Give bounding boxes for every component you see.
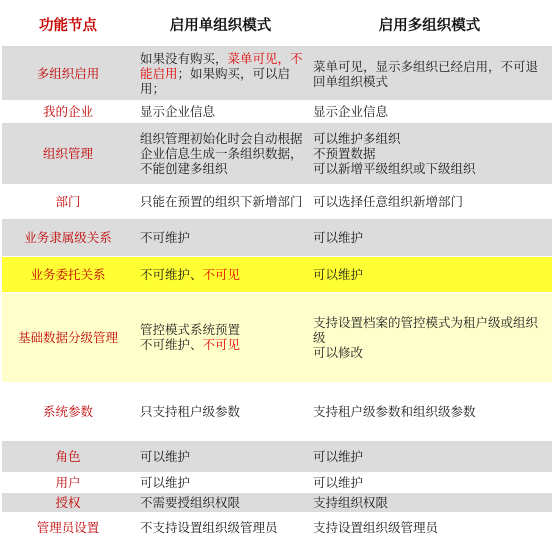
multi-mode-cell: 支持设置组织级管理员 bbox=[307, 512, 552, 542]
table-header bbox=[2, 6, 552, 47]
highlight-text: 不可见 bbox=[202, 266, 241, 282]
header-feature-node: 功能节点 bbox=[2, 6, 134, 47]
cell-line: 支持设置档案的管控模式为租户级或组织级 bbox=[313, 314, 539, 345]
multi-mode-cell: 可以选择任意组织新增部门 bbox=[307, 184, 552, 218]
table-row bbox=[2, 256, 552, 292]
table-row bbox=[2, 512, 552, 542]
feature-cell: 基础数据分级管理 bbox=[2, 292, 134, 382]
cell-line: 可以新增平级组织或下级组织 bbox=[313, 160, 476, 176]
table-row bbox=[2, 122, 552, 184]
single-mode-cell: 显示企业信息 bbox=[134, 100, 307, 122]
single-mode-cell: 不支持设置组织级管理员 bbox=[134, 512, 307, 542]
comparison-table-container bbox=[2, 6, 552, 542]
single-mode-cell: 可以维护 bbox=[134, 440, 307, 472]
multi-mode-cell bbox=[307, 292, 552, 382]
feature-cell: 授权 bbox=[2, 492, 134, 512]
feature-cell: 部门 bbox=[2, 184, 134, 218]
table-row bbox=[2, 440, 552, 472]
cell-text: ；如果购买，可以启用； bbox=[140, 66, 291, 97]
cell-line: 可以修改 bbox=[313, 344, 364, 360]
single-mode-cell: 只支持租户级参数 bbox=[134, 382, 307, 440]
feature-cell: 管理员设置 bbox=[2, 512, 134, 542]
feature-cell: 系统参数 bbox=[2, 382, 134, 440]
multi-mode-cell: 支持租户级参数和组织级参数 bbox=[307, 382, 552, 440]
single-mode-cell: 组织管理初始化时会自动根据企业信息生成一条组织数据，不能创建多组织 bbox=[134, 122, 307, 184]
cell-text: 不可维护、 bbox=[140, 337, 203, 352]
multi-mode-cell: 支持组织权限 bbox=[307, 492, 552, 512]
cell-text: 如果没有购买， bbox=[140, 51, 228, 67]
table-row bbox=[2, 218, 552, 256]
multi-mode-cell: 菜单可见，显示多组织已经启用，不可退回单组织模式 bbox=[307, 47, 552, 100]
cell-line: 管控模式系统预置 bbox=[140, 322, 241, 337]
table-row bbox=[2, 382, 552, 440]
cell-line: 可以维护多组织 bbox=[313, 130, 401, 146]
single-mode-cell: 不可维护 bbox=[134, 218, 307, 256]
single-mode-cell bbox=[134, 47, 307, 100]
header-single-org-mode: 启用单组织模式 bbox=[134, 6, 307, 47]
cell-text: 不可维护、 bbox=[140, 266, 203, 282]
single-mode-cell: 可以维护 bbox=[134, 472, 307, 492]
single-mode-cell bbox=[134, 256, 307, 292]
feature-cell: 组织管理 bbox=[2, 122, 134, 184]
table-row bbox=[2, 292, 552, 382]
table-body bbox=[2, 47, 552, 542]
header-multi-org-mode: 启用多组织模式 bbox=[307, 6, 552, 47]
feature-cell: 角色 bbox=[2, 440, 134, 472]
mode-comparison-table bbox=[2, 6, 552, 542]
table-row bbox=[2, 100, 552, 122]
multi-mode-cell: 显示企业信息 bbox=[307, 100, 552, 122]
feature-cell: 我的企业 bbox=[2, 100, 134, 122]
feature-cell: 业务委托关系 bbox=[2, 256, 134, 292]
table-row bbox=[2, 472, 552, 492]
multi-mode-cell: 可以维护 bbox=[307, 472, 552, 492]
header-row bbox=[2, 6, 552, 47]
single-mode-cell: 只能在预置的组织下新增部门 bbox=[134, 184, 307, 218]
single-mode-cell: 不需要授组织权限 bbox=[134, 492, 307, 512]
single-mode-cell bbox=[134, 292, 307, 382]
feature-cell: 用户 bbox=[2, 472, 134, 492]
highlight-text: 不可见 bbox=[202, 337, 241, 352]
table-row bbox=[2, 47, 552, 100]
table-row bbox=[2, 492, 552, 512]
multi-mode-cell: 可以维护 bbox=[307, 218, 552, 256]
multi-mode-cell: 可以维护 bbox=[307, 256, 552, 292]
feature-cell: 业务隶属级关系 bbox=[2, 218, 134, 256]
multi-mode-cell bbox=[307, 122, 552, 184]
table-row bbox=[2, 184, 552, 218]
highlight-text: 菜单可见，不能启用 bbox=[140, 51, 303, 82]
cell-line: 不预置数据 bbox=[313, 145, 376, 161]
feature-cell: 多组织启用 bbox=[2, 47, 134, 100]
multi-mode-cell: 可以维护 bbox=[307, 440, 552, 472]
